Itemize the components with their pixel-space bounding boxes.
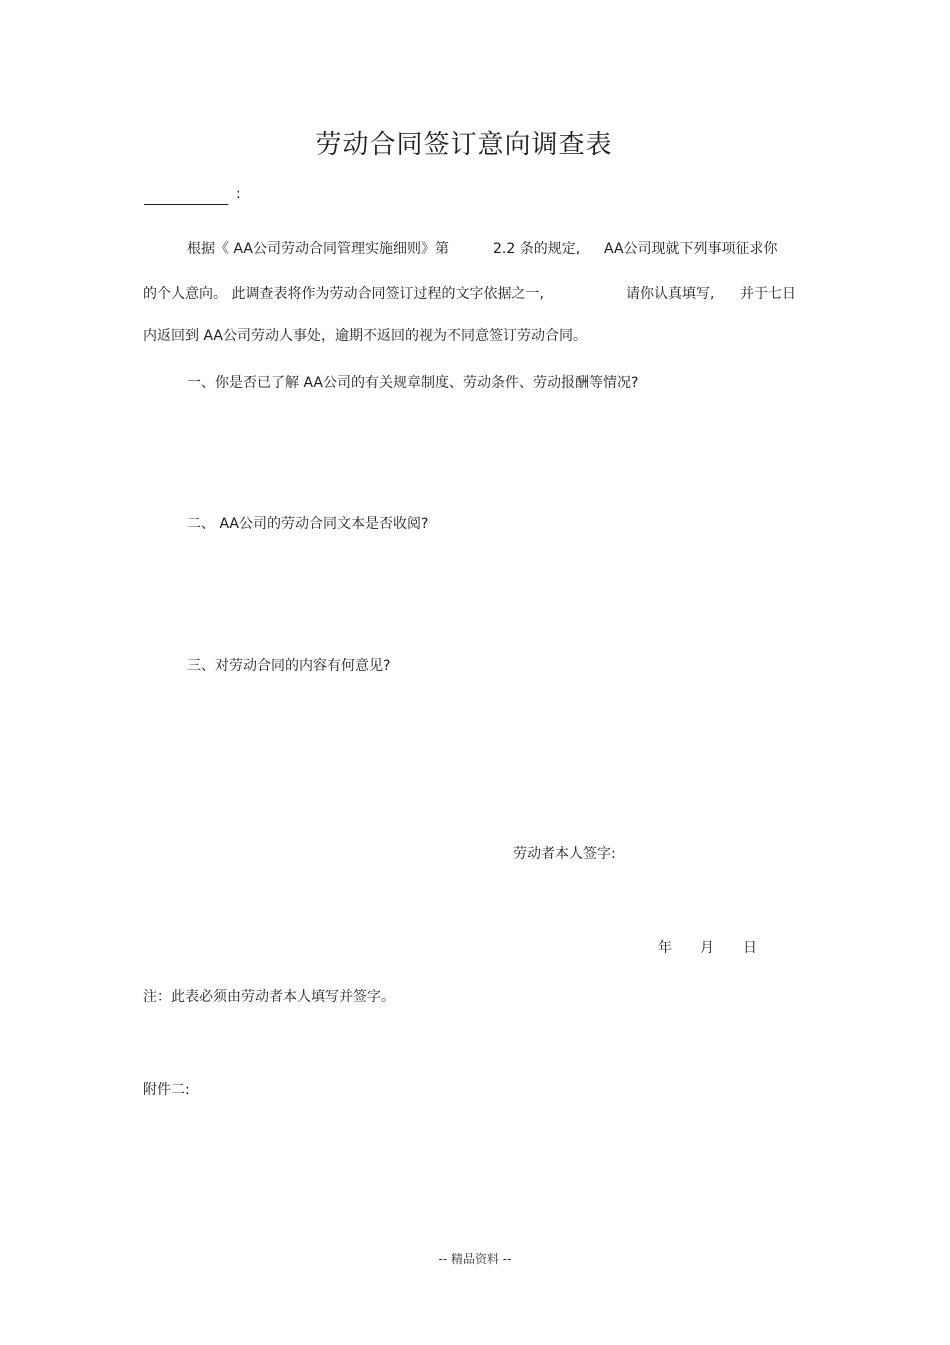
recipient-blank	[144, 204, 228, 205]
intro-line-1-part-1: 根据《 AA公司劳动合同管理实施细则》第	[187, 241, 449, 257]
date-month: 月	[700, 940, 714, 956]
question-1: 一、你是否已了解 AA公司的有关规章制度、劳动条件、劳动报酬等情况?	[187, 375, 639, 391]
question-3: 三、对劳动合同的内容有何意见?	[187, 658, 391, 674]
intro-line-2-part-1: 的个人意向。 此调查表将作为劳动合同签订过程的文字依据之一,	[143, 286, 544, 302]
intro-line-1-part-2: 2.2 条的规定,	[493, 241, 581, 257]
date-day: 日	[743, 940, 757, 956]
date-year: 年	[658, 940, 672, 956]
intro-line-2-part-3: 并于七日	[740, 286, 796, 302]
intro-line-2-part-2: 请你认真填写,	[626, 286, 715, 302]
document-title: 劳动合同签订意向调查表	[315, 130, 613, 160]
page-footer: -- 精品资料 --	[438, 1252, 512, 1266]
intro-line-3: 内返回到 AA公司劳动人事处，逾期不返回的视为不同意签订劳动合同。	[143, 328, 587, 344]
signature-label: 劳动者本人签字:	[513, 846, 616, 862]
recipient-colon: :	[236, 186, 241, 202]
attachment-label: 附件二:	[143, 1082, 190, 1098]
intro-line-1-part-3: AA公司现就下列事项征求你	[604, 241, 778, 257]
note: 注：此表必须由劳动者本人填写并签字。	[143, 989, 395, 1005]
question-2: 二、 AA公司的劳动合同文本是否收阅?	[187, 516, 429, 532]
